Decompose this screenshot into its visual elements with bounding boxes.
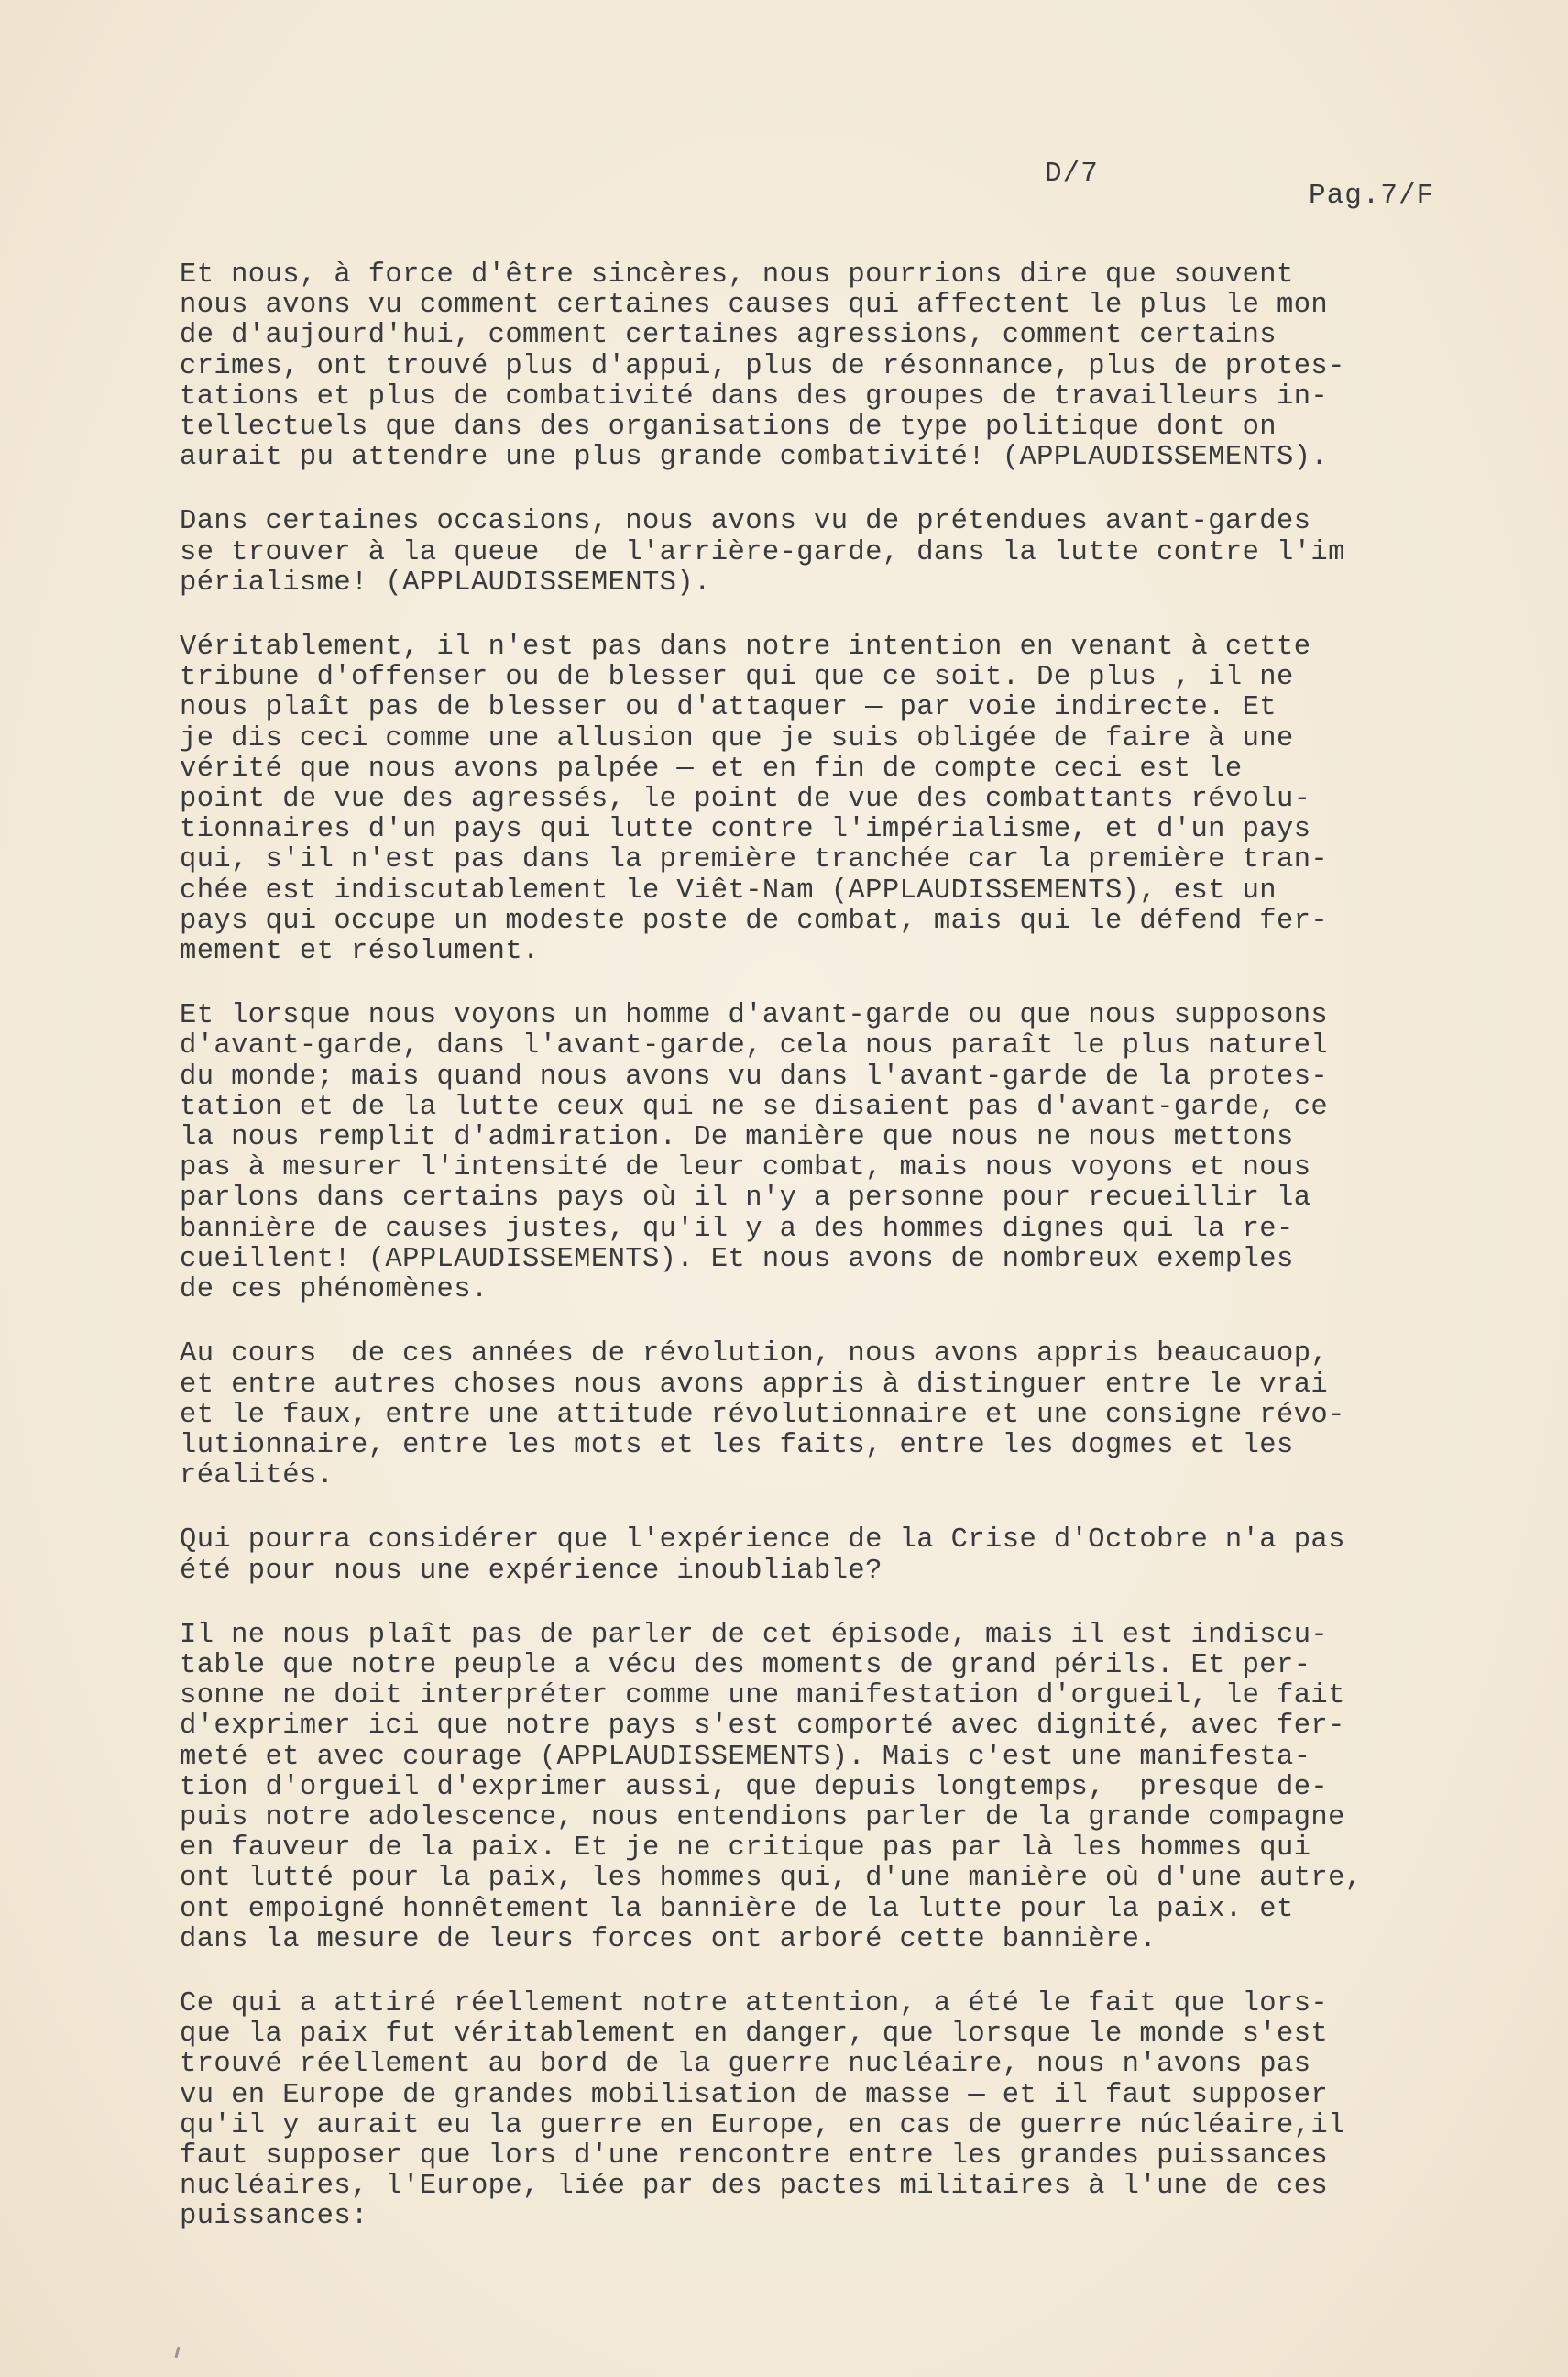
text-line: tellectuels que dans des organisations de type politique dont on	[180, 412, 1277, 444]
text-line: la nous remplit d'admiration. De manière que nous ne nous mettons	[180, 1122, 1294, 1154]
text-line: pays qui occupe un modeste poste de combat, mais qui le défend fer-	[180, 905, 1329, 937]
text-line: puis notre adolescence, nous entendions parler de la grande compagne	[180, 1801, 1345, 1833]
text-line: tion d'orgueil d'exprimer aussi, que depuis longtemps, presque de-	[180, 1771, 1329, 1803]
text-line: Au cours de ces années de révolution, nous avons appris beaucauop,	[180, 1338, 1329, 1370]
document-body	[180, 260, 1463, 2267]
text-line: tribune d'offenser ou de blesser qui que ce soit. De plus , il ne	[180, 662, 1294, 694]
paragraph	[180, 260, 1463, 473]
text-line: nucléaires, l'Europe, liée par des pactes militaires à l'une de ces	[180, 2171, 1329, 2203]
text-line: tation et de la lutte ceux qui ne se disaient pas d'avant-garde, ce	[180, 1091, 1329, 1123]
text-line: nous avons vu comment certaines causes qui affectent le plus le mon	[180, 290, 1329, 322]
text-line: d'avant-garde, dans l'avant-garde, cela nous paraît le plus naturel	[180, 1030, 1329, 1062]
text-line: vérité que nous avons palpée — et en fin de compte ceci est le	[180, 753, 1243, 785]
text-line: faut supposer que lors d'une rencontre entre les grandes puissances	[180, 2140, 1329, 2172]
text-line: que la paix fut véritablement en danger, que lorsque le monde s'est	[180, 2019, 1329, 2051]
text-line: table que notre peuple a vécu des moments de grand périls. Et per-	[180, 1649, 1311, 1681]
text-line: mement et résolument.	[180, 936, 540, 968]
text-line: d'exprimer ici que notre pays s'est comporté avec dignité, avec fer-	[180, 1711, 1345, 1743]
paragraph	[180, 507, 1463, 599]
text-line: Ce qui a attiré réellement notre attention, a été le fait que lors-	[180, 1987, 1329, 2019]
text-line: ont lutté pour la paix, les hommes qui, d'une manière où d'une autre,	[180, 1863, 1363, 1895]
text-line: puissances:	[180, 2201, 368, 2233]
text-line: point de vue des agressés, le point de vue des combattants révolu-	[180, 784, 1311, 816]
text-line: et le faux, entre une attitude révolutionnaire et une consigne révo-	[180, 1399, 1345, 1431]
text-line: parlons dans certains pays où il n'y a personne pour recueillir la	[180, 1183, 1311, 1215]
text-line: crimes, ont trouvé plus d'appui, plus de résonnance, plus de protes-	[180, 350, 1345, 382]
paragraph	[180, 1621, 1463, 1955]
text-line: été pour nous une expérience inoubliable?	[180, 1555, 883, 1587]
text-line: je dis ceci comme une allusion que je suis obligée de faire à une	[180, 722, 1294, 754]
text-line: Véritablement, il n'est pas dans notre intention en venant à cette	[180, 632, 1311, 664]
text-line: tations et plus de combativité dans des groupes de travailleurs in-	[180, 380, 1329, 413]
text-line: réalités.	[180, 1460, 334, 1492]
text-line: sonne ne doit interpréter comme une manifestation d'orgueil, le fait	[180, 1680, 1345, 1712]
ink-mark	[174, 2347, 180, 2358]
text-line: bannière de causes justes, qu'il y a des hommes dignes qui la re-	[180, 1213, 1294, 1245]
text-line: se trouver à la queue de l'arrière-garde, dans la lutte contre l'im	[180, 536, 1345, 568]
text-line: Et nous, à force d'être sincères, nous pourrions dire que souvent	[180, 259, 1294, 291]
text-line: Et lorsque nous voyons un homme d'avant-garde ou que nous supposons	[180, 1000, 1329, 1032]
text-line: Il ne nous plaît pas de parler de cet épisode, mais il est indiscu-	[180, 1619, 1329, 1651]
text-line: tionnaires d'un pays qui lutte contre l'impérialisme, et d'un pays	[180, 814, 1311, 846]
text-line: chée est indiscutablement le Viêt-Nam (APPLAUDISSEMENTS), est un	[180, 875, 1277, 907]
text-line: nous plaît pas de blesser ou d'attaquer — par voie indirecte. Et	[180, 692, 1277, 724]
text-line: périalisme! (APPLAUDISSEMENTS).	[180, 567, 711, 599]
text-line: de ces phénomènes.	[180, 1274, 488, 1306]
text-line: de d'aujourd'hui, comment certaines agressions, comment certains	[180, 320, 1277, 352]
text-line: trouvé réellement au bord de la guerre nucléaire, nous n'avons pas	[180, 2049, 1311, 2081]
text-line: lutionnaire, entre les mots et les faits, entre les dogmes et les	[180, 1429, 1294, 1461]
text-line: meté et avec courage (APPLAUDISSEMENTS). Mais c'est une manifesta-	[180, 1741, 1311, 1773]
text-line: ont empoigné honnêtement la bannière de la lutte pour la paix. et	[180, 1893, 1294, 1925]
paragraph	[180, 1525, 1463, 1586]
text-line: du monde; mais quand nous avons vu dans l'avant-garde de la protes-	[180, 1061, 1329, 1093]
text-line: qu'il y aurait eu la guerre en Europe, en cas de guerre núcléaire,il	[180, 2109, 1345, 2141]
text-line: qui, s'il n'est pas dans la première tranchée car la première tran-	[180, 844, 1329, 876]
text-line: cueillent! (APPLAUDISSEMENTS). Et nous avons de nombreux exemples	[180, 1243, 1294, 1275]
text-line: dans la mesure de leurs forces ont arboré cette bannière.	[180, 1923, 1157, 1955]
text-line: pas à mesurer l'intensité de leur combat, mais nous voyons et nous	[180, 1152, 1311, 1184]
paragraph	[180, 1001, 1463, 1305]
text-line: en fauveur de la paix. Et je ne critique pas par là les hommes qui	[180, 1832, 1311, 1865]
text-line: Dans certaines occasions, nous avons vu de prétendues avant-gardes	[180, 506, 1311, 538]
document-code: D/7	[1045, 158, 1099, 190]
text-line: vu en Europe de grandes mobilisation de masse — et il faut supposer	[180, 2079, 1329, 2111]
page-number: Pag.7/F	[1309, 180, 1435, 212]
paragraph	[180, 1989, 1463, 2233]
text-line: et entre autres choses nous avons appris à distinguer entre le vrai	[180, 1369, 1329, 1401]
paragraph	[180, 1339, 1463, 1491]
text-line: Qui pourra considérer que l'expérience de la Crise d'Octobre n'a pas	[180, 1524, 1345, 1557]
paragraph	[180, 633, 1463, 967]
text-line: aurait pu attendre une plus grande combativité! (APPLAUDISSEMENTS).	[180, 442, 1329, 474]
